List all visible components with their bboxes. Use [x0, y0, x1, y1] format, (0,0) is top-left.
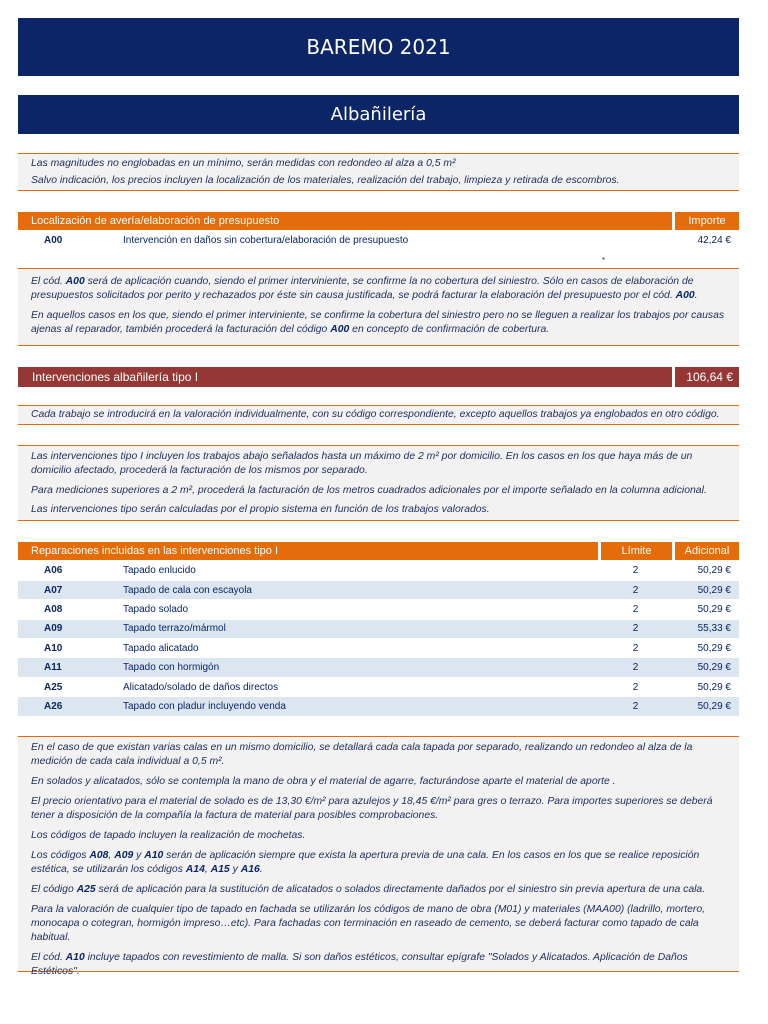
- bottom-note-3: El precio orientativo para el material de solado es de 13,30 €/m² para azulejos y 18,45 €/m² para gres o terrazo. Para importes superiores se deberá tener a disposición de la compañía la factura de material para posibles comprobaciones.: [31, 796, 713, 821]
- bottom-note-2: En solados y alicatados, sólo se contempla la mano de obra y el material de agarre, facturándose aparte el material de aporte .: [31, 776, 616, 787]
- table-row: A07 Tapado de cala con escayola 2 50,29 €: [18, 580, 739, 599]
- table-row: A08 Tapado solado 2 50,29 €: [18, 600, 739, 619]
- a00-note-2: En aquellos casos en los que, siendo el primer interviniente, se confirme la cobertura del siniestro pero no se lleguen a realizar los trabajos por causas ajenas al reparador, también procederá la facturación del código A00 en concepto de confirmación de cobertura.: [31, 310, 725, 335]
- tipo1-info-1: Las intervenciones tipo I incluyen los trabajos abajo señalados hasta un máximo de 2 m² por domicilio. En los casos en los que haya más de un domicilio afectado, procederá la facturación de los mismos por separado.: [31, 451, 693, 476]
- general-note-1: Las magnitudes no englobadas en un mínimo, serán medidas con redondeo al alza a 0,5 m²: [31, 158, 456, 169]
- reparaciones-table: [18, 561, 739, 717]
- bottom-notes: [18, 736, 739, 977]
- table-row: A09 Tapado terrazo/mármol 2 55,33 €: [18, 619, 739, 638]
- bottom-note-5: Los códigos A08, A09 y A10 serán de aplicación siempre que exista la apertura previa de una cala. En los casos en los que se realice reposición estética, se utilizarán los códigos A14, A15 y A16.: [31, 850, 700, 875]
- asterisk-mark: *: [602, 256, 606, 265]
- localizacion-notes: [18, 268, 739, 346]
- a00-note-1: El cód. A00 será de aplicación cuando, siendo el primer interviniente, se confirme la no cobertura del siniestro. Sólo en casos de elaboración de presupuestos solicitados por perito y rechazados por éste sin causa justificada, se podrá facturar la elaboración del presupuesto por el cód. A00.: [31, 276, 698, 301]
- table-row: A25 Alicatado/solado de daños directos 2 50,29 €: [18, 677, 739, 696]
- row-price: 42,24 €: [697, 235, 731, 246]
- importe-header: Importe: [675, 212, 739, 230]
- table-row: A10 Tapado alicatado 2 50,29 €: [18, 639, 739, 658]
- table-row-a00: [18, 232, 739, 268]
- bottom-note-1: En el caso de que existan varias calas en un mismo domicilio, se detallará cada cala tapada por separado, realizando un redondeo al alza de la medición de cada cala individual a 0,5 m².: [31, 742, 693, 767]
- tipo1-info: [18, 445, 739, 521]
- row-description: Intervención en daños sin cobertura/elaboración de presupuesto: [123, 235, 409, 246]
- section-title: Albañilería: [18, 95, 739, 134]
- document-title: BAREMO 2021: [18, 18, 739, 76]
- reparaciones-header-label: Reparaciones incluidas en las intervenciones tipo I: [18, 542, 598, 560]
- row-code: A00: [44, 235, 63, 246]
- tipo1-title: Intervenciones albañilería tipo I: [18, 367, 672, 387]
- limite-header: Límite: [601, 542, 672, 560]
- general-note-2: Salvo indicación, los precios incluyen la localización de los materiales, realización del trabajo, limpieza y retirada de escombros.: [31, 175, 620, 186]
- bottom-note-4: Los códigos de tapado incluyen la realización de mochetas.: [31, 830, 306, 841]
- tipo1-note-text: Cada trabajo se introducirá en la valoración individualmente, con su código correspondiente, excepto aquellos trabajos ya englobados en otro código.: [31, 409, 720, 420]
- tipo1-info-2: Para mediciones superiores a 2 m², procederá la facturación de los metros cuadrados adicionales por el importe señalado en la columna adicional.: [31, 485, 707, 496]
- bottom-note-8: El cód. A10 incluye tapados con revestimiento de malla. Si son daños estéticos, consultar epígrafe "Solados y Alicatados. Aplicación de Daños Estéticos".: [31, 952, 688, 977]
- adicional-header: Adicional: [675, 542, 739, 560]
- table-row: A06 Tapado enlucido 2 50,29 €: [18, 561, 739, 580]
- tipo1-price: 106,64 €: [675, 367, 739, 387]
- tipo1-header: [18, 367, 739, 387]
- localizacion-header-label: Localización de avería/elaboración de presupuesto: [18, 212, 672, 230]
- tipo1-info-3: Las intervenciones tipo serán calculadas por el propio sistema en función de los trabajos valorados.: [31, 504, 490, 515]
- tipo1-note: [18, 405, 739, 425]
- general-notes: [18, 153, 739, 191]
- table-row: A26 Tapado con pladur incluyendo venda 2 50,29 €: [18, 697, 739, 716]
- bottom-note-7: Para la valoración de cualquier tipo de tapado en fachada se utilizarán los códigos de mano de obra (M01) y materiales (MAA00) (ladrillo, mortero, monocapa o cotegran, hormigón impreso…etc). Para fachadas con terminación en raseado de cemento, se deberá facturar como tapado de cala habitual.: [31, 904, 706, 943]
- table-row: A11 Tapado con hormigón 2 50,29 €: [18, 658, 739, 677]
- reparaciones-header: [18, 542, 739, 560]
- bottom-note-6: El código A25 será de aplicación para la sustitución de alicatados o solados directamente dañados por el siniestro sin previa apertura de una cala.: [31, 884, 706, 895]
- localizacion-header: [18, 212, 739, 230]
